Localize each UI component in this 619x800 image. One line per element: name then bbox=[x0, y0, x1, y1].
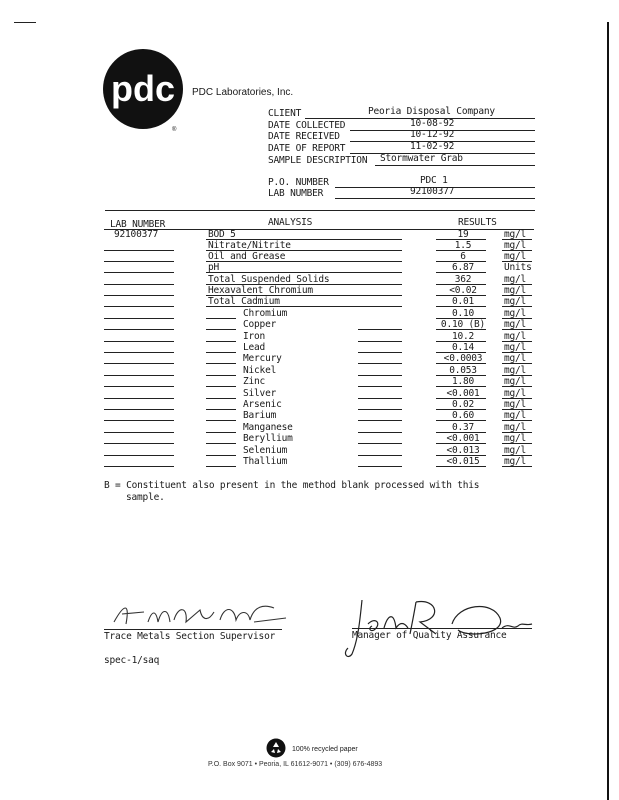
analysis-name: Mercury bbox=[243, 353, 282, 364]
date-collected-value: 10-08-92 bbox=[410, 118, 455, 129]
result-value: 0.14 bbox=[451, 342, 475, 353]
analysis-name: Zinc bbox=[243, 376, 266, 387]
client-label: CLIENT bbox=[268, 108, 302, 119]
result-value: 362 bbox=[454, 274, 472, 285]
result-unit: mg/l bbox=[504, 399, 527, 410]
table-row bbox=[0, 262, 600, 274]
result-unit: mg/l bbox=[504, 285, 527, 296]
table-row bbox=[0, 376, 600, 388]
analysis-name: Arsenic bbox=[243, 399, 282, 410]
date-of-report-label: DATE OF REPORT bbox=[268, 143, 346, 154]
result-value: <0.001 bbox=[446, 433, 480, 444]
po-number-label: P.O. NUMBER bbox=[268, 177, 329, 188]
result-value: 6 bbox=[460, 251, 466, 262]
analysis-name: Manganese bbox=[243, 422, 293, 433]
reference-code: spec-1/saq bbox=[104, 655, 160, 666]
supervisor-title: Trace Metals Section Supervisor bbox=[104, 629, 282, 642]
footnote-line-1: B = Constituent also present in the method blank processed with this bbox=[104, 480, 480, 491]
analysis-name: Copper bbox=[243, 319, 277, 330]
analysis-name: Nickel bbox=[243, 365, 277, 376]
result-unit: mg/l bbox=[504, 388, 527, 399]
result-unit: mg/l bbox=[504, 422, 527, 433]
result-value: <0.015 bbox=[446, 456, 480, 467]
result-value: 1.5 bbox=[454, 240, 472, 251]
analysis-name: Chromium bbox=[243, 308, 288, 319]
column-header-analysis: ANALYSIS bbox=[268, 217, 313, 228]
analysis-name: Iron bbox=[243, 331, 266, 342]
table-row bbox=[0, 433, 600, 445]
page-edge bbox=[607, 22, 609, 800]
result-unit: mg/l bbox=[504, 319, 527, 330]
client-value: Peoria Disposal Company bbox=[368, 106, 495, 117]
table-row bbox=[0, 410, 600, 422]
result-value: 0.37 bbox=[451, 422, 475, 433]
analysis-name: BOD 5 bbox=[208, 229, 236, 240]
sample-description-label: SAMPLE DESCRIPTION bbox=[268, 155, 368, 166]
result-value: 0.053 bbox=[449, 365, 477, 376]
analysis-name: Total Suspended Solids bbox=[208, 274, 330, 285]
result-value: <0.02 bbox=[449, 285, 477, 296]
analysis-name: Selenium bbox=[243, 445, 288, 456]
table-row bbox=[0, 456, 600, 468]
result-value: 10.2 bbox=[451, 331, 475, 342]
table-row bbox=[0, 353, 600, 365]
table-row bbox=[0, 296, 600, 308]
result-unit: mg/l bbox=[504, 456, 527, 467]
manager-title: Manager of Quality Assurance bbox=[352, 628, 532, 641]
recycled-paper-note: 100% recycled paper bbox=[292, 746, 358, 753]
result-unit: mg/l bbox=[504, 410, 527, 421]
result-value: 1.80 bbox=[451, 376, 475, 387]
sample-description-value: Stormwater Grab bbox=[380, 153, 463, 164]
result-value: 0.02 bbox=[451, 399, 475, 410]
result-unit: Units bbox=[504, 262, 532, 273]
column-header-results: RESULTS bbox=[458, 217, 497, 228]
result-value: <0.013 bbox=[446, 445, 480, 456]
date-received-label: DATE RECEIVED bbox=[268, 131, 340, 142]
analysis-name: Beryllium bbox=[243, 433, 293, 444]
result-unit: mg/l bbox=[504, 342, 527, 353]
page-corner-mark bbox=[14, 22, 36, 23]
result-unit: mg/l bbox=[504, 376, 527, 387]
result-unit: mg/l bbox=[504, 445, 527, 456]
analysis-name: Nitrate/Nitrite bbox=[208, 240, 291, 251]
svg-text:®: ® bbox=[172, 127, 177, 133]
footnote-line-2: sample. bbox=[126, 492, 165, 503]
result-value: <0.001 bbox=[446, 388, 480, 399]
row-lab-number: 92100377 bbox=[114, 229, 159, 240]
date-collected-label: DATE COLLECTED bbox=[268, 120, 346, 131]
result-unit: mg/l bbox=[504, 331, 527, 342]
result-unit: mg/l bbox=[504, 365, 527, 376]
result-unit: mg/l bbox=[504, 353, 527, 364]
result-unit: mg/l bbox=[504, 274, 527, 285]
result-value: 19 bbox=[457, 229, 469, 240]
result-unit: mg/l bbox=[504, 251, 527, 262]
analysis-name: Silver bbox=[243, 388, 277, 399]
result-unit: mg/l bbox=[504, 229, 527, 240]
po-number-value: PDC 1 bbox=[420, 175, 448, 186]
lab-number-value: 92100377 bbox=[410, 186, 455, 197]
result-unit: mg/l bbox=[504, 308, 527, 319]
supervisor-signature bbox=[104, 596, 294, 630]
result-unit: mg/l bbox=[504, 433, 527, 444]
lab-number-label: LAB NUMBER bbox=[268, 188, 324, 199]
result-unit: mg/l bbox=[504, 296, 527, 307]
pdc-logo bbox=[100, 45, 190, 135]
analysis-name: pH bbox=[208, 262, 220, 273]
date-received-value: 10-12-92 bbox=[410, 129, 455, 140]
analysis-name: Lead bbox=[243, 342, 266, 353]
logo-text: pdc bbox=[110, 68, 176, 109]
recycle-icon bbox=[266, 738, 286, 758]
lab-name: PDC Laboratories, Inc. bbox=[192, 87, 294, 98]
footer-address: P.O. Box 9071 • Peoria, IL 61612-9071 • (309) 676-4893 bbox=[208, 761, 383, 768]
result-value: 0.60 bbox=[451, 410, 475, 421]
analysis-name: Barium bbox=[243, 410, 277, 421]
analysis-name: Oil and Grease bbox=[208, 251, 286, 262]
date-of-report-value: 11-02-92 bbox=[410, 141, 455, 152]
analysis-name: Total Cadmium bbox=[208, 296, 280, 307]
result-unit: mg/l bbox=[504, 240, 527, 251]
result-value: <0.0003 bbox=[443, 353, 483, 364]
table-row bbox=[0, 319, 600, 331]
result-value: 0.01 bbox=[451, 296, 475, 307]
analysis-name: Hexavalent Chromium bbox=[208, 285, 313, 296]
analysis-name: Thallium bbox=[243, 456, 288, 467]
result-value: 0.10 (B) bbox=[440, 319, 486, 330]
column-header-lab-number: LAB NUMBER bbox=[110, 219, 166, 230]
result-value: 6.87 bbox=[451, 262, 475, 273]
result-value: 0.10 bbox=[451, 308, 475, 319]
